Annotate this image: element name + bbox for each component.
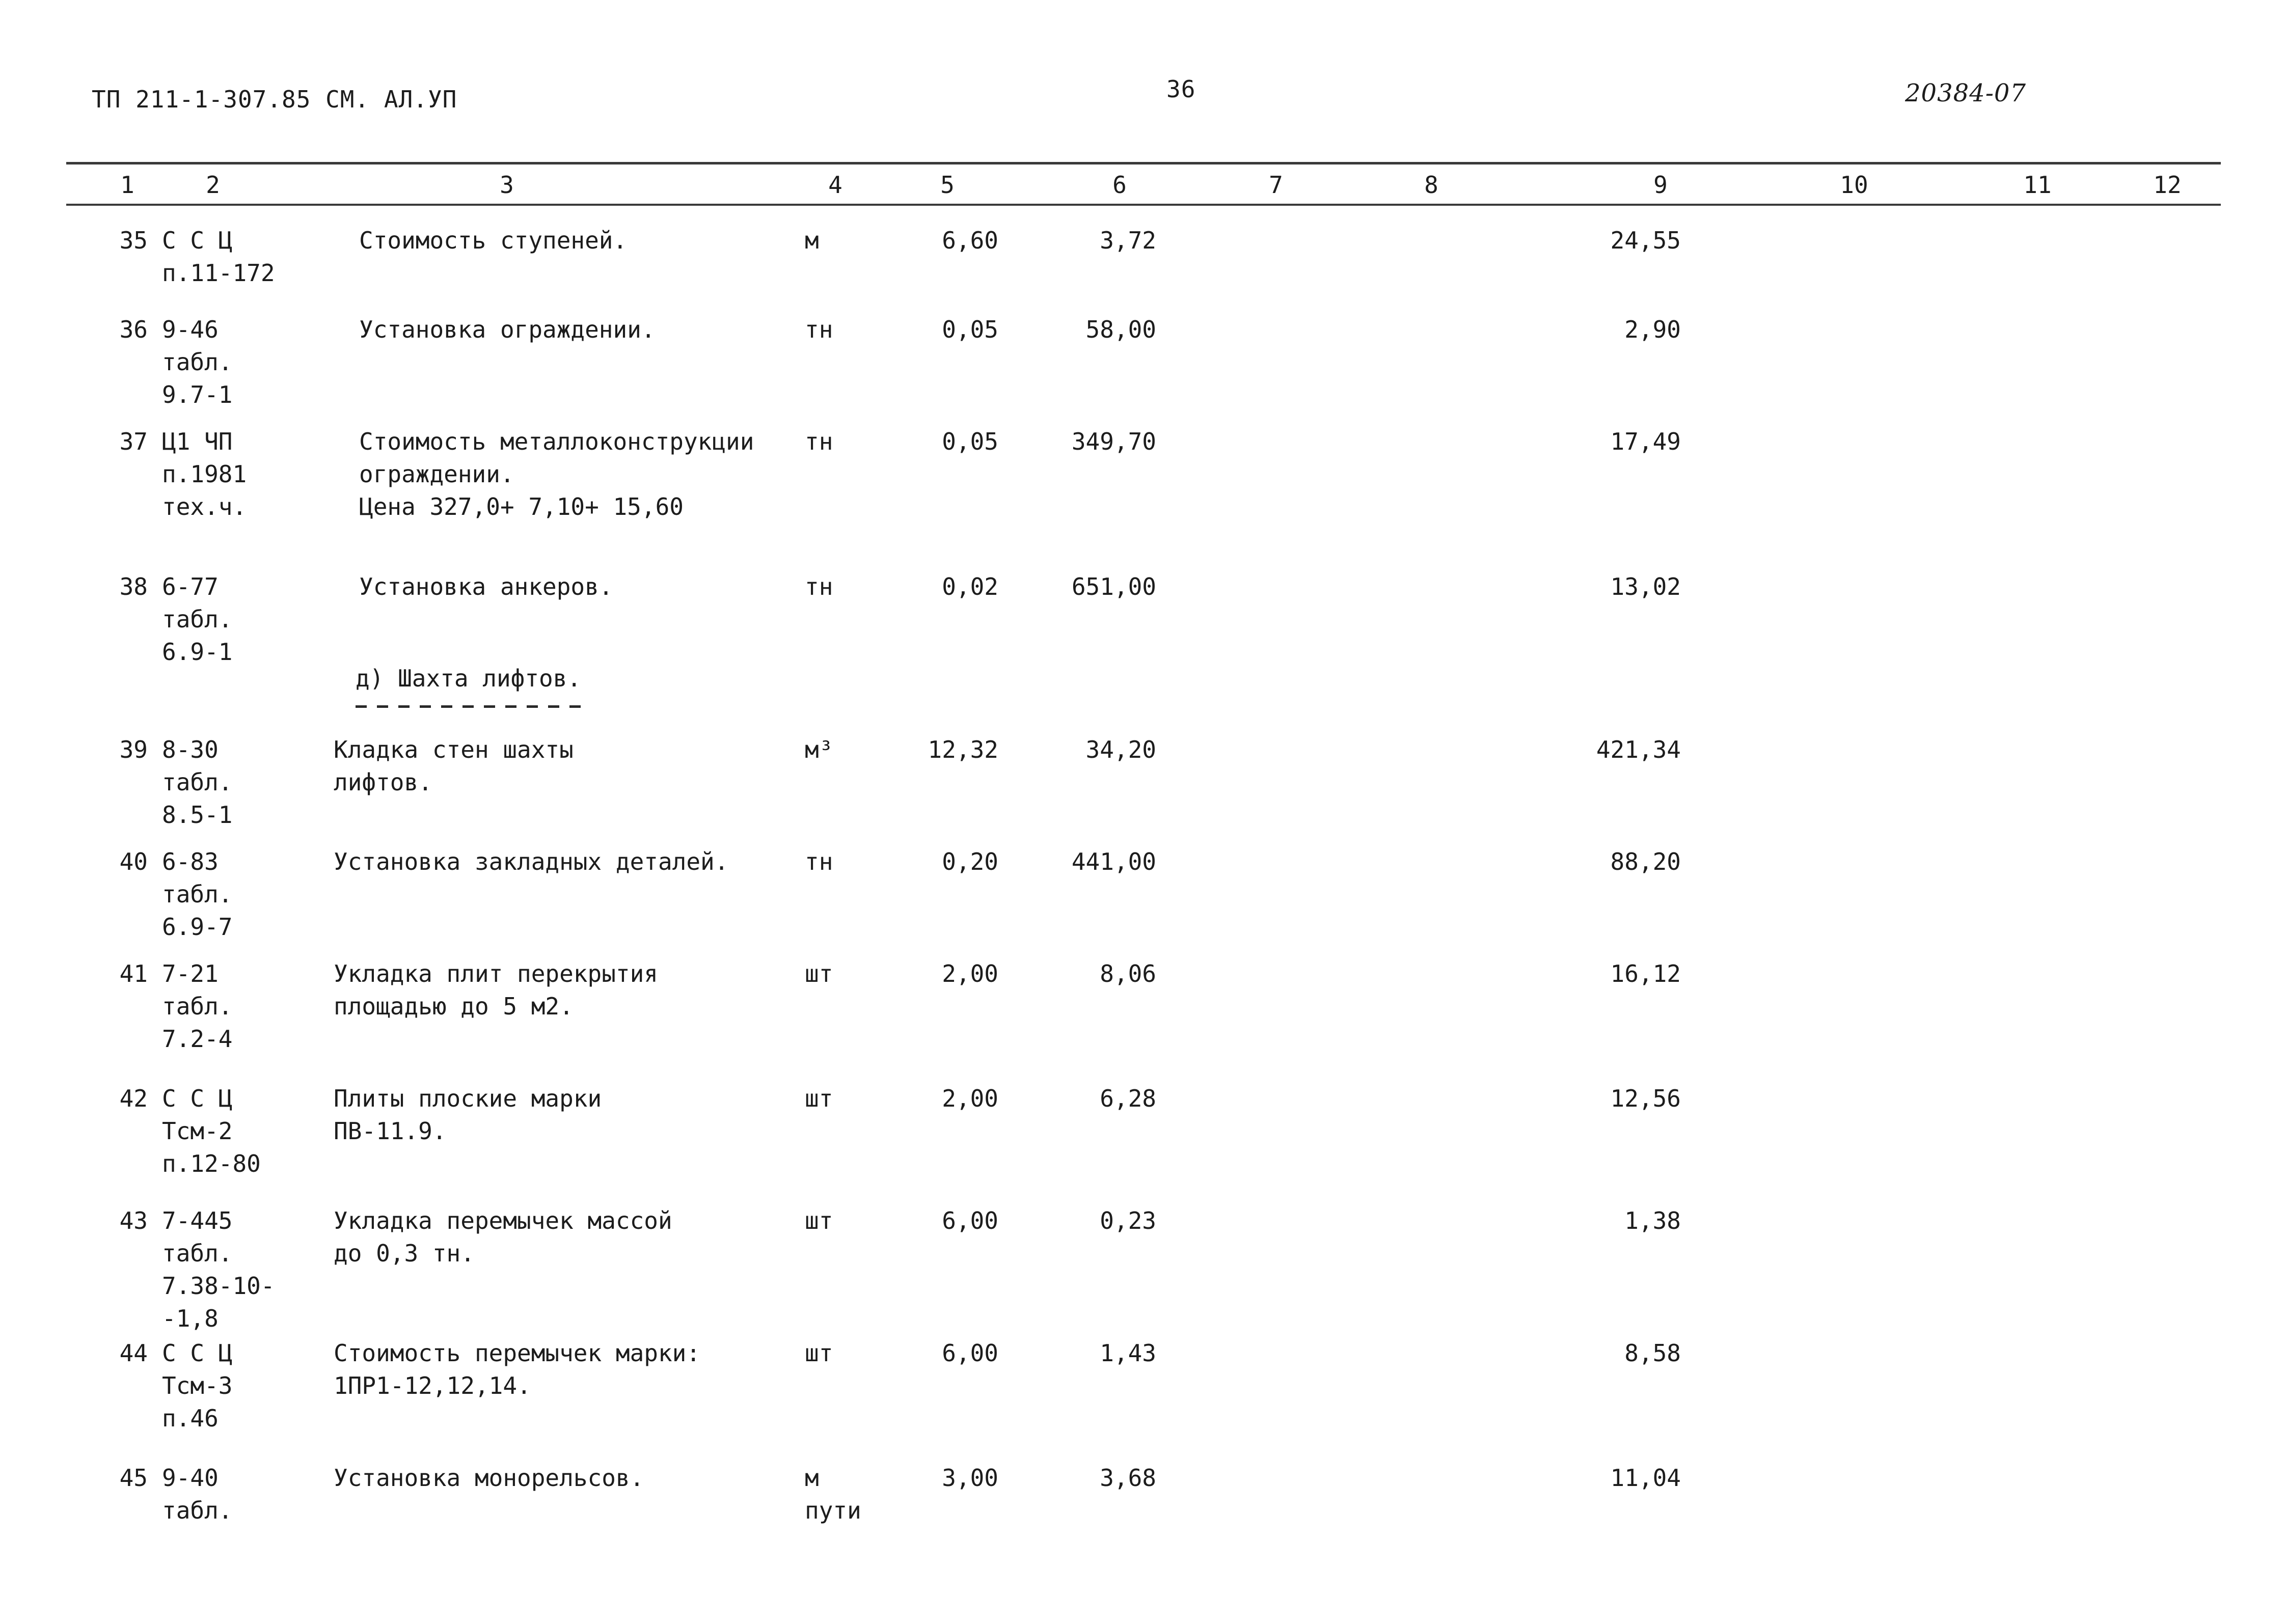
total-cost: 88,20 bbox=[1610, 848, 1681, 875]
work-description: Укладка перемычек массой до 0,3 тн. bbox=[334, 1207, 672, 1267]
unit: тн bbox=[805, 848, 833, 875]
total-cost: 421,34 bbox=[1596, 736, 1681, 763]
quantity: 0,05 bbox=[942, 428, 998, 455]
column-header-11: 11 bbox=[2023, 171, 2052, 199]
table-top-rule bbox=[66, 162, 2221, 164]
quantity: 6,00 bbox=[942, 1339, 998, 1367]
work-description: Установка монорельсов. bbox=[334, 1464, 644, 1492]
quantity: 12,32 bbox=[928, 736, 998, 763]
work-description: Укладка плит перекрытия площадью до 5 м2. bbox=[334, 960, 658, 1020]
norm-code: С С Ц Тсм-2 п.12-80 bbox=[162, 1085, 261, 1177]
norm-code: 7-21 табл. 7.2-4 bbox=[162, 960, 233, 1053]
norm-code: 9-40 табл. bbox=[162, 1464, 233, 1524]
norm-code: 8-30 табл. 8.5-1 bbox=[162, 736, 233, 829]
norm-code: Ц1 ЧП п.1981 тех.ч. bbox=[162, 428, 247, 520]
unit: тн bbox=[805, 573, 833, 600]
quantity: 0,05 bbox=[942, 316, 998, 343]
unit-price: 3,68 bbox=[1100, 1464, 1156, 1492]
total-cost: 11,04 bbox=[1610, 1464, 1681, 1492]
quantity: 0,02 bbox=[942, 573, 998, 600]
column-header-7: 7 bbox=[1269, 171, 1283, 199]
unit-price: 8,06 bbox=[1100, 960, 1156, 987]
total-cost: 1,38 bbox=[1624, 1207, 1681, 1234]
row-number: 40 bbox=[119, 848, 148, 875]
row-number: 38 bbox=[119, 573, 148, 600]
column-header-6: 6 bbox=[1112, 171, 1127, 199]
section-title: д) Шахта лифтов. bbox=[356, 665, 582, 692]
document-code: ТП 211-1-307.85 СМ. АЛ.УП bbox=[92, 86, 457, 113]
norm-code: С С Ц п.11-172 bbox=[162, 227, 275, 287]
unit-price: 0,23 bbox=[1100, 1207, 1156, 1234]
column-header-12: 12 bbox=[2153, 171, 2182, 199]
column-header-10: 10 bbox=[1840, 171, 1868, 199]
quantity: 6,60 bbox=[942, 227, 998, 254]
unit: м пути bbox=[805, 1464, 861, 1524]
page-number: 36 bbox=[1166, 75, 1196, 103]
total-cost: 17,49 bbox=[1610, 428, 1681, 455]
row-number: 41 bbox=[119, 960, 148, 987]
row-number: 45 bbox=[119, 1464, 148, 1492]
unit-price: 34,20 bbox=[1085, 736, 1156, 763]
row-number: 39 bbox=[119, 736, 148, 763]
work-description: Стоимость металлоконструкции ограждении. Цена 327,0+ 7,10+ 15,60 bbox=[359, 428, 754, 520]
norm-code: С С Ц Тсм-3 п.46 bbox=[162, 1339, 233, 1432]
quantity: 6,00 bbox=[942, 1207, 998, 1234]
quantity: 2,00 bbox=[942, 1085, 998, 1112]
norm-code: 9-46 табл. 9.7-1 bbox=[162, 316, 233, 408]
unit-price: 349,70 bbox=[1071, 428, 1156, 455]
column-header-2: 2 bbox=[206, 171, 220, 199]
row-number: 43 bbox=[119, 1207, 148, 1234]
work-description: Кладка стен шахты лифтов. bbox=[334, 736, 574, 796]
norm-code: 7-445 табл. 7.38-10- -1,8 bbox=[162, 1207, 275, 1332]
total-cost: 2,90 bbox=[1624, 316, 1681, 343]
unit: тн bbox=[805, 428, 833, 455]
row-number: 36 bbox=[119, 316, 148, 343]
total-cost: 13,02 bbox=[1610, 573, 1681, 600]
column-header-rule bbox=[66, 204, 2221, 206]
quantity: 0,20 bbox=[942, 848, 998, 875]
total-cost: 8,58 bbox=[1624, 1339, 1681, 1367]
column-header-9: 9 bbox=[1653, 171, 1668, 199]
norm-code: 6-83 табл. 6.9-7 bbox=[162, 848, 233, 941]
unit-price: 6,28 bbox=[1100, 1085, 1156, 1112]
row-number: 37 bbox=[119, 428, 148, 455]
column-header-1: 1 bbox=[120, 171, 134, 199]
work-description: Стоимость ступеней. bbox=[359, 227, 628, 254]
column-header-4: 4 bbox=[828, 171, 842, 199]
quantity: 3,00 bbox=[942, 1464, 998, 1492]
total-cost: 24,55 bbox=[1610, 227, 1681, 254]
document-number: 20384-07 bbox=[1905, 79, 2026, 107]
row-number: 44 bbox=[119, 1339, 148, 1367]
work-description: Плиты плоские марки ПВ-11.9. bbox=[334, 1085, 602, 1145]
unit-price: 58,00 bbox=[1085, 316, 1156, 343]
unit: м³ bbox=[805, 736, 833, 763]
unit-price: 1,43 bbox=[1100, 1339, 1156, 1367]
total-cost: 16,12 bbox=[1610, 960, 1681, 987]
norm-code: 6-77 табл. 6.9-1 bbox=[162, 573, 233, 666]
work-description: Установка закладных деталей. bbox=[334, 848, 729, 875]
unit: шт bbox=[805, 1339, 833, 1367]
unit: шт bbox=[805, 1207, 833, 1234]
column-header-5: 5 bbox=[940, 171, 955, 199]
unit-price: 3,72 bbox=[1100, 227, 1156, 254]
work-description: Установка анкеров. bbox=[359, 573, 613, 600]
work-description: Стоимость перемычек марки: 1ПР1-12,12,14. bbox=[334, 1339, 701, 1399]
work-description: Установка ограждении. bbox=[359, 316, 656, 343]
unit-price: 651,00 bbox=[1071, 573, 1156, 600]
unit: м bbox=[805, 227, 819, 254]
section-underline bbox=[356, 705, 582, 708]
unit: шт bbox=[805, 1085, 833, 1112]
unit-price: 441,00 bbox=[1071, 848, 1156, 875]
column-header-8: 8 bbox=[1424, 171, 1438, 199]
row-number: 42 bbox=[119, 1085, 148, 1112]
total-cost: 12,56 bbox=[1610, 1085, 1681, 1112]
unit: тн bbox=[805, 316, 833, 343]
column-header-3: 3 bbox=[500, 171, 514, 199]
unit: шт bbox=[805, 960, 833, 987]
row-number: 35 bbox=[119, 227, 148, 254]
quantity: 2,00 bbox=[942, 960, 998, 987]
